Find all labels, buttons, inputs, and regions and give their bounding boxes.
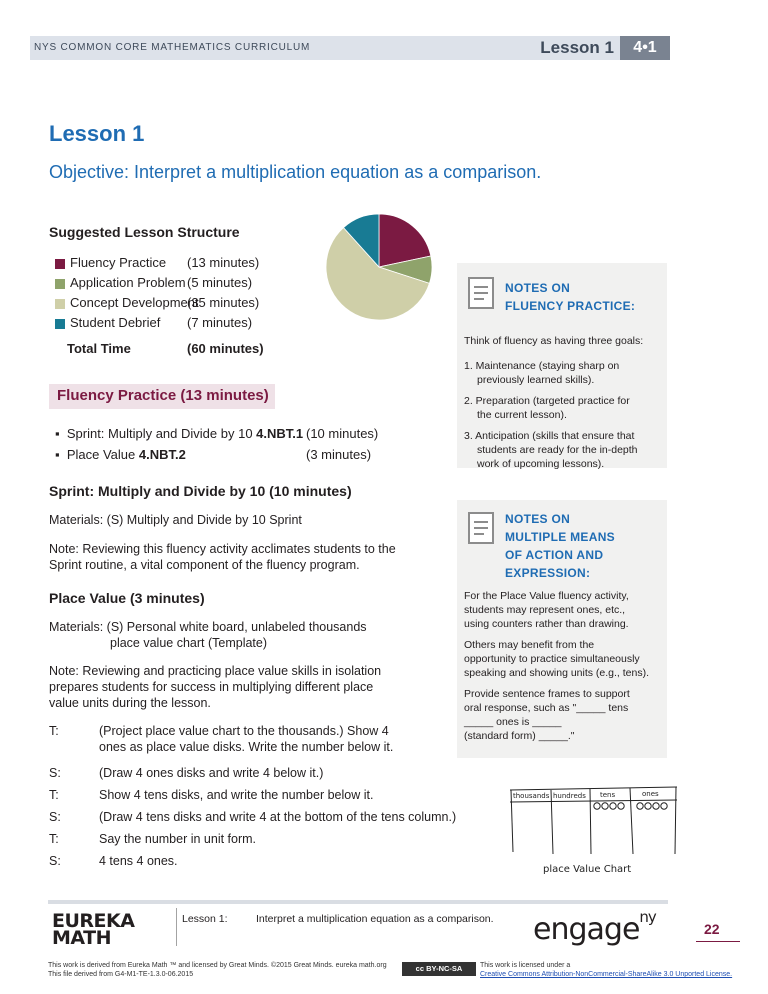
fluency-item-place-value: [55, 447, 186, 462]
notes-paragraph-line: For the Place Value fluency activity,: [464, 590, 629, 602]
footer-objective: Interpret a multiplication equation as a comparison.: [256, 913, 494, 925]
place-value-chart-sketch: [505, 780, 680, 880]
legend-minutes: (13 minutes): [187, 255, 260, 270]
notes-item-line: 3. Anticipation (skills that ensure that: [464, 430, 635, 442]
notes-paragraph-line: Others may benefit from the: [464, 639, 595, 651]
sprint-note-line: Sprint routine, a vital component of the fluency program.: [49, 558, 360, 572]
dialogue-turn: [49, 831, 489, 849]
logo-text: engage: [533, 912, 640, 947]
license-line: This work is licensed under a: [480, 962, 571, 969]
notes-item-line: students are ready for the in-depth: [477, 444, 638, 456]
legend-label: Fluency Practice: [70, 255, 167, 270]
page-number: 22: [704, 921, 720, 937]
page-title: Lesson 1: [49, 121, 145, 146]
dialogue-speaker: S:: [49, 766, 61, 780]
dialogue-line: Show 4 tens disks, and write the number below it.: [99, 788, 374, 802]
logo-sup: ny: [639, 908, 656, 926]
structure-heading: Suggested Lesson Structure: [49, 224, 240, 240]
place-value-chart-drawing: [505, 780, 680, 880]
logo-line: MATH: [52, 927, 111, 949]
place-value-note-line: prepares students for success in multiplying different place: [49, 680, 374, 694]
notes-item-line: work of upcoming lessons).: [477, 458, 605, 470]
lesson-objective: Objective: Interpret a multiplication equation as a comparison.: [49, 162, 542, 182]
notes-paragraph-line: (standard form) _____.": [464, 730, 575, 742]
dialogue-turn: [49, 787, 489, 805]
license-notice: [480, 961, 732, 979]
notes-paragraph-line: using counters rather than drawing.: [464, 618, 629, 630]
bullet-icon: ▪: [55, 447, 67, 462]
notes-item-line: 2. Preparation (targeted practice for: [464, 395, 630, 407]
page-header: [30, 36, 670, 60]
sketch-caption: place Value Chart: [543, 864, 632, 875]
place-value-heading: Place Value (3 minutes): [49, 590, 205, 606]
legend-label: Application Problem: [70, 275, 186, 290]
total-time-value: (60 minutes): [187, 341, 264, 356]
legend-label: Concept Development: [70, 295, 199, 310]
sketch-column-label: tens: [600, 791, 616, 799]
fluency-item-text: Sprint: Multiply and Divide by 10: [66, 426, 257, 441]
bullet-icon: ▪: [55, 426, 67, 441]
notes-intro: Think of fluency as having three goals:: [464, 335, 644, 347]
legend-minutes: (35 minutes): [187, 295, 260, 310]
sketch-column-label: ones: [642, 790, 659, 798]
dialogue-line: 4 tens 4 ones.: [99, 854, 178, 868]
notes-item-line: 1. Maintenance (staying sharp on: [464, 360, 620, 372]
notes-title-line: OF ACTION AND: [505, 548, 604, 562]
eureka-math-logo: [52, 910, 135, 949]
dialogue-speaker: T:: [49, 724, 59, 738]
sketch-column-label: thousands: [513, 792, 550, 800]
cc-license-badge: cc BY-NC-SA: [402, 962, 476, 976]
standard-code: 4.NBT.2: [138, 447, 186, 462]
notes-title-line: NOTES ON: [505, 512, 571, 526]
sprint-heading: Sprint: Multiply and Divide by 10 (10 minutes): [49, 483, 352, 499]
dialogue-turn: [49, 853, 489, 871]
fluency-item-minutes: (10 minutes): [306, 426, 379, 441]
fluency-item-sprint: [55, 426, 303, 441]
notes-paragraph-line: opportunity to practice simultaneously: [464, 653, 640, 665]
license-derived-notice: [48, 961, 387, 979]
dialogue-line: (Draw 4 tens disks and write 4 at the bottom of the tens column.): [99, 810, 457, 824]
legend-swatch: [55, 319, 65, 329]
notes-title-line: EXPRESSION:: [505, 566, 591, 580]
place-value-note-line: value units during the lesson.: [49, 696, 211, 710]
engageny-logo: [533, 908, 656, 947]
sprint-note-line: Note: Reviewing this fluency activity acclimates students to the: [49, 542, 396, 556]
legend-swatch: [55, 299, 65, 309]
license-line: This file derived from G4-M1-TE-1.3.0-06.2015: [48, 971, 194, 978]
notes-document-icon: [468, 512, 494, 544]
footer-rule: [48, 900, 668, 904]
notes-paragraph-line: Provide sentence frames to support: [464, 688, 630, 700]
legend-swatch: [55, 279, 65, 289]
dialogue-line: (Project place value chart to the thousands.) Show 4: [99, 724, 389, 738]
legend-minutes: (7 minutes): [187, 315, 253, 330]
dialogue-speaker: S:: [49, 810, 61, 824]
fluency-heading: Fluency Practice (13 minutes): [57, 387, 269, 404]
header-lesson-label: Lesson 1: [540, 38, 614, 57]
dialogue-turn: [49, 723, 469, 757]
lesson-structure-pie-chart: [324, 212, 434, 322]
dialogue-speaker: S:: [49, 854, 61, 868]
total-time-label: Total Time: [67, 341, 131, 356]
notes-multiple-means-action-expression: [457, 500, 667, 758]
legend-minutes: (5 minutes): [187, 275, 253, 290]
notes-item-line: the current lesson).: [477, 409, 567, 421]
legend-label: Student Debrief: [70, 315, 161, 330]
notes-title-line: FLUENCY PRACTICE:: [505, 299, 636, 313]
dialogue-turn: [49, 765, 489, 783]
dialogue-line: Say the number in unit form.: [99, 832, 257, 846]
notes-paragraph-line: oral response, such as "_____ tens: [464, 702, 629, 714]
dialogue-speaker: T:: [49, 832, 59, 846]
notes-paragraph-line: _____ ones is _____: [464, 716, 562, 728]
dialogue-line: (Draw 4 ones disks and write 4 below it.): [99, 766, 324, 780]
notes-document-icon: [468, 277, 494, 309]
dialogue-turn: [49, 809, 489, 827]
notes-paragraph-line: speaking and showing units (e.g., tens).: [464, 667, 650, 679]
footer-divider: [176, 908, 177, 946]
notes-title-line: NOTES ON: [505, 281, 571, 295]
place-value-materials-line: Materials: (S) Personal white board, unlabeled thousands: [49, 620, 367, 634]
notes-fluency-practice: [457, 263, 667, 468]
place-value-materials-line: place value chart (Template): [110, 636, 268, 650]
fluency-item-text: Place Value: [66, 447, 139, 462]
fluency-heading-box: [49, 384, 275, 409]
license-line: This work is derived from Eureka Math ™ and licensed by Great Minds. ©2015 Great Minds. eureka math.org: [48, 962, 387, 969]
legend-swatch: [55, 259, 65, 269]
sketch-column-label: hundreds: [553, 792, 586, 800]
dialogue-speaker: T:: [49, 788, 59, 802]
notes-title-line: MULTIPLE MEANS: [505, 530, 615, 544]
curriculum-label: NYS COMMON CORE MATHEMATICS CURRICULUM: [34, 42, 311, 53]
module-badge: 4•1: [620, 36, 670, 60]
dialogue-line: ones as place value disks. Write the number below it.: [99, 740, 394, 754]
place-value-note-line: Note: Reviewing and practicing place value skills in isolation: [49, 664, 382, 678]
standard-code: 4.NBT.1: [256, 426, 304, 441]
logo-line: EUREKA: [52, 910, 135, 932]
license-link[interactable]: Creative Commons Attribution-NonCommercial-ShareAlike 3.0 Unported License.: [480, 971, 733, 978]
notes-paragraph-line: students may represent ones, etc.,: [464, 604, 626, 616]
sprint-materials: Materials: (S) Multiply and Divide by 10 Sprint: [49, 513, 302, 527]
page-number-rule: [696, 941, 740, 942]
footer-lesson: Lesson 1:: [182, 913, 228, 925]
notes-item-line: previously learned skills).: [477, 374, 595, 386]
fluency-item-minutes: (3 minutes): [306, 447, 372, 462]
